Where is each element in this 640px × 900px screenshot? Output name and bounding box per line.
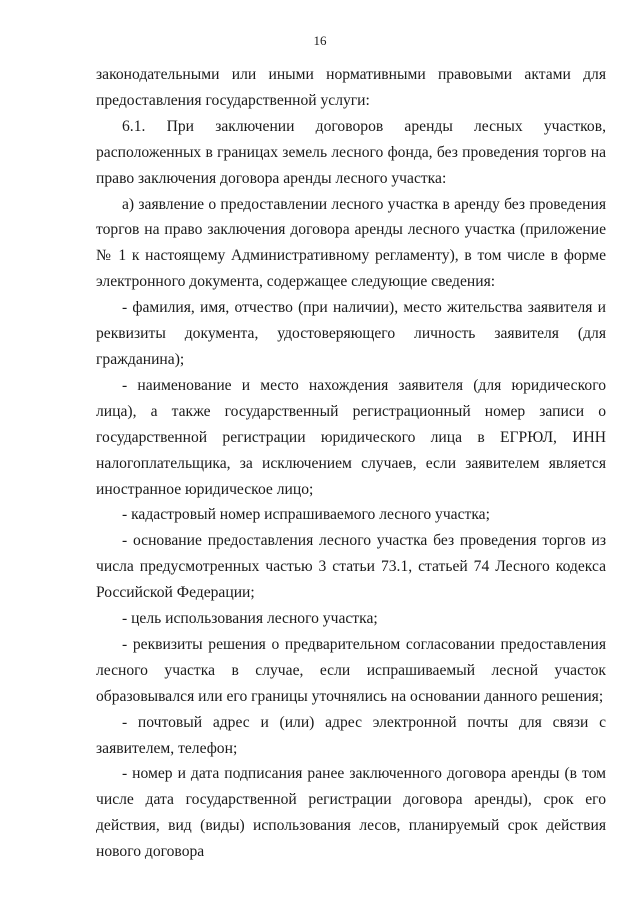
list-item-grounds: - основание предоставления лесного участка без проведения торгов из числа предусмотренных частью 3 статьи 73.1, статьей 74 Лесного кодекса Российской Федерации; xyxy=(96,532,606,602)
paragraph-item-a: а) заявление о предоставлении лесного участка в аренду без проведения торгов на право заключения договора аренды лесного участка (приложение № 1 к настоящему Административному регламенту), в том числе в форме электронного документа, содержащее следующие сведения: xyxy=(96,195,606,291)
list-item-purpose: - цель использования лесного участка; xyxy=(122,610,378,628)
list-item-decision-details: - реквизиты решения о предварительном согласовании предоставления лесного участка в случае, если испрашиваемый лесной участок образовывался или его границы уточнялись на основании данного решения; xyxy=(96,635,606,705)
page-number: 16 xyxy=(313,33,327,48)
list-item-full-name: - фамилия, имя, отчество (при наличии), место жительства заявителя и реквизиты документа, удостоверяющего личность заявителя (для гражданина); xyxy=(96,299,606,368)
paragraph-clause-6-1: 6.1. При заключении договоров аренды лесных участков, расположенных в границах земель лесного фонда, без проведения торгов на право заключения договора аренды лесного участка: xyxy=(96,117,606,187)
list-item-previous-contract: - номер и дата подписания ранее заключенного договора аренды (в том числе дата государственной регистрации договора аренды), срок его действия, вид (виды) использования лесов, планируемый срок действия нового договора xyxy=(96,765,606,861)
list-item-contact-address: - почтовый адрес и (или) адрес электронной почты для связи с заявителем, телефон; xyxy=(96,713,606,757)
document-body xyxy=(96,62,606,865)
paragraph-continuation: законодательными или иными нормативными правовыми актами для предоставления государственной услуги: xyxy=(96,66,606,109)
list-item-legal-entity: - наименование и место нахождения заявителя (для юридического лица), а также государственный регистрационный номер записи о государственной регистрации юридического лица в ЕГРЮЛ, ИНН налогоплательщика, за исключением случаев, если заявителем является иностранное юридическое лицо; xyxy=(96,376,606,498)
list-item-cadastral-number: - кадастровый номер испрашиваемого лесного участка; xyxy=(122,506,490,524)
